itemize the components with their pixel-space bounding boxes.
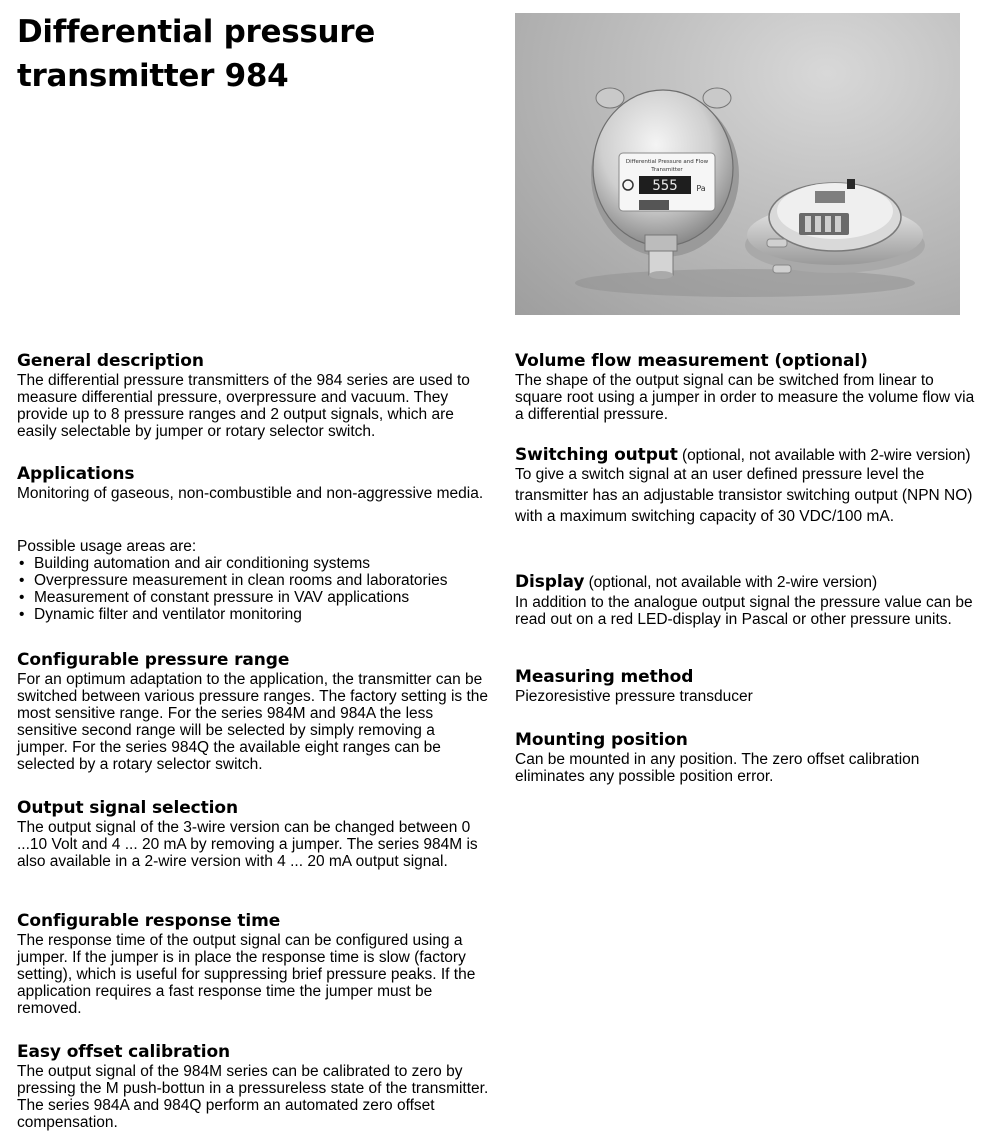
heading-general-description: General description bbox=[17, 351, 204, 371]
heading-mounting-position: Mounting position bbox=[515, 730, 688, 750]
list-item: • Dynamic filter and ventilator monitoring bbox=[17, 606, 489, 623]
led-display-value: 555 bbox=[652, 178, 678, 194]
right-column bbox=[515, 350, 985, 785]
list-item: • Overpressure measurement in clean rooms and laboratories bbox=[17, 572, 489, 589]
section-applications bbox=[17, 463, 489, 538]
text-pressure-range: For an optimum adaptation to the application, the transmitter can be switched between various pressure ranges. The factory setting is the most sensitive range. For the series 984M and 984A the less sensitive second range will be selected by simply removing a jumper. For the series 984Q the available eight ranges can be selected by a rotary selector switch. bbox=[17, 671, 488, 773]
text-switching-output: To give a switch signal at an user defined pressure level the transmitter has an adjustable transistor switching output (NPN NO) with a maximum switching capacity of 30 VDC/100 mA. bbox=[515, 466, 973, 525]
text-applications: Monitoring of gaseous, non-combustible and non-aggressive media. bbox=[17, 485, 484, 502]
heading-measuring-method: Measuring method bbox=[515, 667, 694, 687]
heading-offset-calibration: Easy offset calibration bbox=[17, 1042, 231, 1062]
section-mounting-position bbox=[515, 729, 985, 785]
display-unit: Pa bbox=[696, 184, 706, 193]
heading-switching-output: Switching output bbox=[515, 445, 678, 465]
heading-display: Display bbox=[515, 572, 585, 592]
heading-volume-flow: Volume flow measurement (optional) bbox=[515, 351, 868, 371]
note-display: (optional, not available with 2-wire version) bbox=[584, 574, 878, 591]
product-photo bbox=[515, 13, 960, 315]
heading-response-time: Configurable response time bbox=[17, 911, 281, 931]
list-item: • Building automation and air conditioning systems bbox=[17, 555, 489, 572]
text-volume-flow: The shape of the output signal can be switched from linear to square root using a jumper in order to measure the volume flow via a differential pressure. bbox=[515, 372, 975, 423]
section-general-description bbox=[17, 350, 489, 463]
section-output-signal bbox=[17, 797, 489, 910]
section-response-time bbox=[17, 910, 489, 1041]
title-line-2: transmitter 984 bbox=[17, 58, 289, 94]
section-display bbox=[515, 571, 985, 666]
heading-output-signal: Output signal selection bbox=[17, 798, 238, 818]
section-usage-areas bbox=[17, 538, 489, 649]
text-general-description: The differential pressure transmitters of the 984 series are used to measure differential pressure, overpressure and vacuum. They provide up to 8 pressure ranges and 2 output signals, which are easily selectable by jumper or rotary selector switch. bbox=[17, 372, 470, 440]
usage-list bbox=[17, 555, 489, 623]
heading-applications: Applications bbox=[17, 464, 135, 484]
note-switching-output: (optional, not available with 2-wire version) bbox=[677, 447, 971, 464]
text-mounting-position: Can be mounted in any position. The zero offset calibration eliminates any possible position error. bbox=[515, 751, 920, 785]
section-volume-flow bbox=[515, 350, 985, 444]
page-title bbox=[17, 10, 487, 98]
device-label-1: Differential Pressure and Flow bbox=[625, 159, 709, 165]
text-offset-calibration: The output signal of the 984M series can be calibrated to zero by pressing the M push-bottun in a pressureless state of the transmitter. The series 984A and 984Q perform an automated zero offset compensation. bbox=[17, 1063, 489, 1131]
heading-pressure-range: Configurable pressure range bbox=[17, 650, 290, 670]
text-measuring-method: Piezoresistive pressure transducer bbox=[515, 688, 753, 705]
device-label-2: Transmitter bbox=[651, 167, 683, 173]
text-response-time: The response time of the output signal can be configured using a jumper. If the jumper is in place the response time is slow (factory setting), which is useful for suppressing brief pressure peaks. If the application requires a fast response time the jumper must be removed. bbox=[17, 932, 476, 1017]
left-column bbox=[17, 350, 489, 1131]
section-switching-output bbox=[515, 444, 985, 571]
text-output-signal: The output signal of the 3-wire version can be changed between 0 ...10 Volt and 4 ... 20 mA by removing a jumper. The series 984M is also available in a 2-wire version with 4 ... 20 mA output signal. bbox=[17, 819, 478, 870]
section-measuring-method bbox=[515, 666, 985, 729]
text-display: In addition to the analogue output signal the pressure value can be read out on a red LED-display in Pascal or other pressure units. bbox=[515, 594, 973, 628]
section-pressure-range bbox=[17, 649, 489, 797]
transmitter-illustration bbox=[515, 13, 960, 315]
title-line-1: Differential pressure bbox=[17, 14, 376, 50]
usage-intro: Possible usage areas are: bbox=[17, 538, 197, 555]
list-item: • Measurement of constant pressure in VAV applications bbox=[17, 589, 489, 606]
section-offset-calibration bbox=[17, 1041, 489, 1131]
